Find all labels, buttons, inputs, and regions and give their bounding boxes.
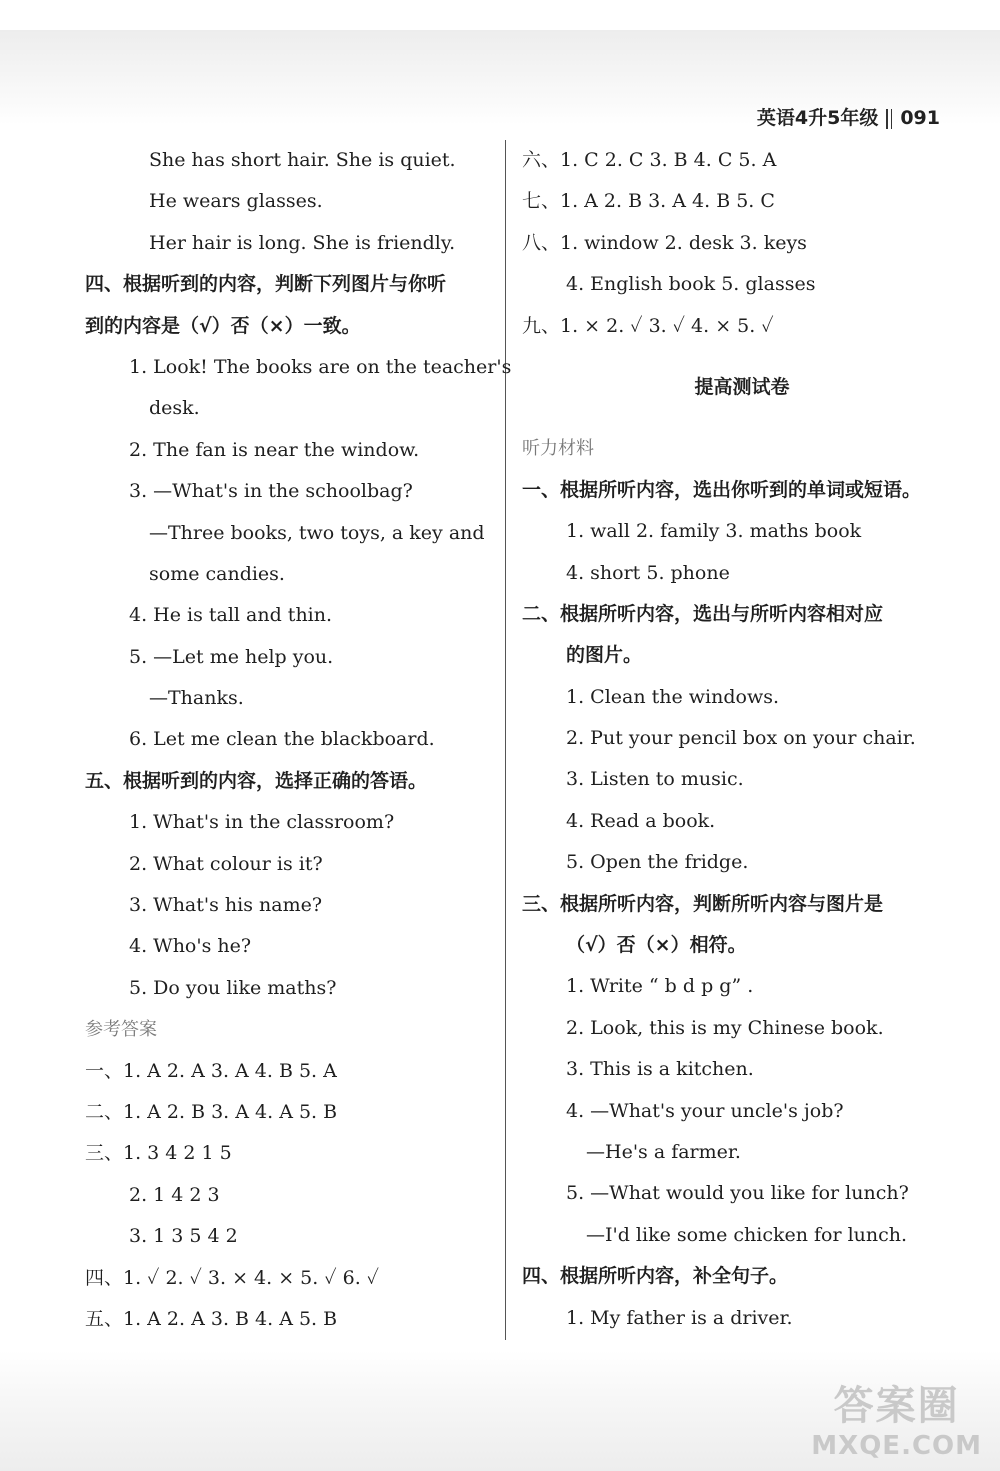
text-line: 1. What's in the classroom? — [129, 811, 395, 834]
text-line: 六、1. C 2. C 3. B 4. C 5. A — [522, 149, 777, 171]
text-line: 5. —What would you like for lunch? — [566, 1182, 909, 1205]
text-line: some candies. — [149, 562, 285, 585]
text-line: —He's a farmer. — [586, 1140, 741, 1163]
text-line: 2. Look, this is my Chinese book. — [566, 1016, 884, 1039]
text-line: 1. Clean the windows. — [566, 685, 780, 708]
text-line: 一、1. A 2. A 3. A 4. B 5. A — [85, 1059, 337, 1082]
text-line: 5. Do you like maths? — [129, 976, 337, 999]
page-number: 091 — [900, 107, 940, 129]
text-line: 五、1. A 2. A 3. B 4. A 5. B — [85, 1307, 338, 1330]
text-line: 1. Look! The books are on the teacher's — [129, 355, 512, 378]
watermark-url: MXQE.COM — [811, 1431, 982, 1461]
section-heading-continued: （√）否（×）相符。 — [566, 934, 747, 957]
section-heading: 三、根据所听内容，判断所听内容与图片是 — [522, 892, 884, 915]
subsection-label: 听力材料 — [522, 438, 594, 460]
text-line: 4. —What's your uncle's job? — [566, 1099, 844, 1122]
text-line: 4. Who's he? — [129, 935, 252, 958]
text-line: 4. Read a book. — [566, 809, 716, 832]
text-line: 3. —What's in the schoolbag? — [129, 480, 413, 503]
text-line: 5. —Let me help you. — [129, 645, 334, 668]
text-line: 3. What's his name? — [129, 894, 323, 917]
text-line: —I'd like some chicken for lunch. — [586, 1223, 908, 1246]
text-line: 四、1. ✓ 2. ✓ 3. × 4. × 5. ✓ 6. ✓ — [85, 1266, 380, 1289]
section-heading: 五、根据听到的内容，选择正确的答语。 — [85, 769, 428, 792]
text-line: —Three books, two toys, a key and — [149, 521, 485, 544]
watermark-logo-text: 答案圈 — [833, 1383, 960, 1429]
text-line: 2. 1 4 2 3 — [129, 1183, 220, 1206]
text-line: 5. Open the fridge. — [566, 851, 749, 874]
watermark — [811, 1374, 982, 1461]
text-line: 2. Put your pencil box on your chair. — [566, 727, 916, 750]
left-column — [85, 140, 512, 1340]
text-line: 3. 1 3 5 4 2 — [129, 1225, 238, 1248]
text-line: 3. This is a kitchen. — [566, 1058, 754, 1081]
header-separator — [886, 109, 892, 129]
section-heading: 一、根据所听内容，选出你听到的单词或短语。 — [522, 478, 922, 501]
text-line: 4. He is tall and thin. — [129, 604, 333, 627]
text-line: 七、1. A 2. B 3. A 4. B 5. C — [522, 190, 775, 213]
test-title: 提高测试卷 — [694, 375, 790, 398]
text-line: 4. English book 5. glasses — [566, 273, 816, 296]
section-heading: 二、根据所听内容，选出与所听内容相对应 — [522, 602, 884, 625]
column-divider — [505, 140, 506, 1340]
text-line: 1. Write “ b d p g” . — [566, 975, 754, 998]
text-line: 1. My father is a driver. — [566, 1306, 793, 1329]
subsection-label: 参考答案 — [85, 1019, 157, 1041]
text-line: 3. Listen to music. — [566, 768, 744, 791]
section-heading: 四、根据听到的内容，判断下列图片与你听 — [85, 273, 447, 296]
section-heading-continued: 的图片。 — [566, 644, 643, 667]
subject-label: 英语4升5年级 — [756, 107, 879, 129]
text-line: 6. Let me clean the blackboard. — [129, 728, 435, 751]
spacer — [522, 408, 962, 428]
spacer — [522, 347, 962, 367]
text-line: 4. short 5. phone — [566, 561, 730, 584]
section-heading: 四、根据所听内容，补全句子。 — [522, 1265, 789, 1288]
text-line: desk. — [149, 397, 200, 420]
text-line: 二、1. A 2. B 3. A 4. A 5. B — [85, 1100, 338, 1123]
text-line: 八、1. window 2. desk 3. keys — [522, 231, 807, 254]
text-line: 1. wall 2. family 3. maths book — [566, 520, 862, 543]
text-line: 三、1. 3 4 2 1 5 — [85, 1142, 232, 1165]
page-header — [757, 103, 940, 130]
text-line: 九、1. × 2. ✓ 3. ✓ 4. × 5. ✓ — [522, 314, 774, 337]
text-line: 2. What colour is it? — [129, 852, 323, 875]
text-line: —Thanks. — [149, 687, 244, 710]
text-line: 2. The fan is near the window. — [129, 438, 420, 461]
text-line: She has short hair. She is quiet. — [149, 149, 456, 171]
section-heading: 到的内容是（√）否（×）一致。 — [85, 314, 361, 337]
text-line: He wears glasses. — [149, 190, 323, 213]
right-column — [522, 140, 962, 1339]
text-line: Her hair is long. She is friendly. — [149, 231, 456, 254]
